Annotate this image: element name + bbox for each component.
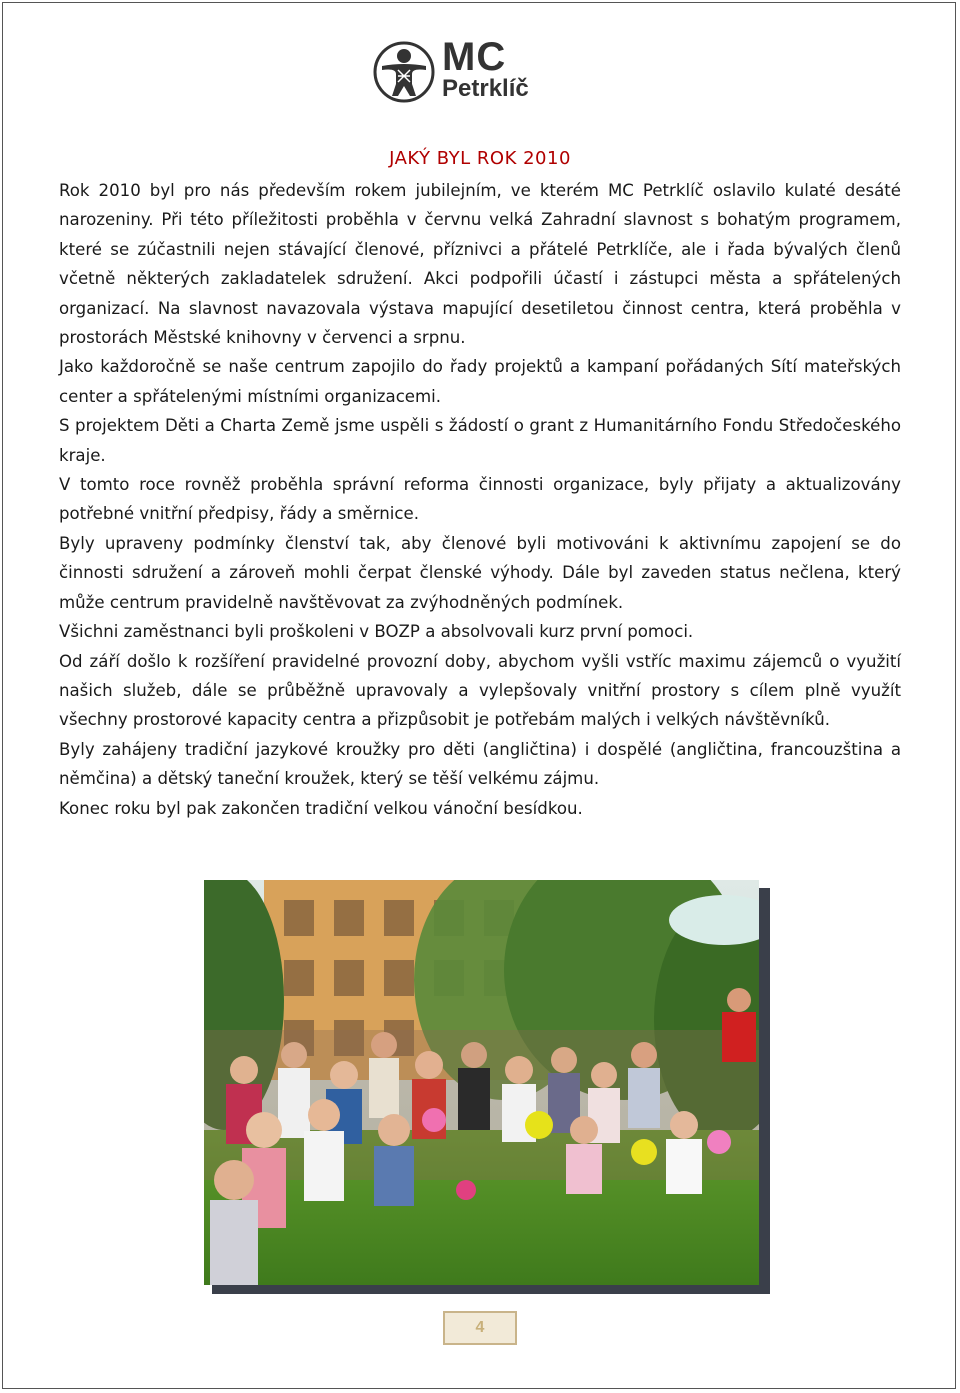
logo [372,36,562,108]
garden-party-photo [204,880,759,1285]
page-number: 4 [443,1311,517,1345]
body-text [59,176,901,823]
paragraph: Od září došlo k rozšíření pravidelné provozní doby, abychom vyšli vstříc maximu zájemců o využití našich služeb, dále se průběžně upravovaly a vylepšovaly vnitřní prostory s cílem plně využít všechny prostorové kapacity centra a přizpůsobit je potřebám malých i velkých návštěvníků. [59,651,901,730]
child-figure-logo-icon [372,40,436,104]
paragraph: S projektem Děti a Charta Země jsme uspěli s žádostí o grant z Humanitárního Fondu Středočeského kraje. [59,416,901,465]
paragraph: Jako každoročně se naše centrum zapojilo do řady projektů a kampaní pořádaných Sítí mateřských center a spřátelenými místními organizacemi. [59,357,901,406]
paragraph: Byly zahájeny tradiční jazykové kroužky pro děti (angličtina) i dospělé (angličtina, francouzština a němčina) a dětský taneční kroužek, který se těší velkému zájmu. [59,739,901,789]
logo-mc-text: MC [442,35,507,79]
logo-name-text: Petrklíč [442,75,529,102]
photo-illustration [204,880,759,1285]
page-title: JAKÝ BYL ROK 2010 [389,148,571,169]
paragraph: Všichni zaměstnanci byli proškoleni v BOZP a absolvovali kurz první pomoci. [59,622,694,642]
paragraph: Rok 2010 byl pro nás především rokem jubilejním, ve kterém MC Petrklíč oslavilo kulaté desáté narozeniny. Při této příležitosti proběhla v červnu velká Zahradní slavnost s bohatým programem, které se zúčastnili nejen stávající členové, příznivci a přátelé Petrklíče, ale i řada bývalých členů včetně některých zakladatelek sdružení. Akci podpořili účastí i zástupci města a spřátelených organizací. Na slavnost navazovala výstava mapující desetiletou činnost centra, která proběhla v prostorách Městské knihovny v červenci a srpnu. [59,181,901,348]
paragraph: Konec roku byl pak zakončen tradiční velkou vánoční besídkou. [59,798,583,818]
paragraph: V tomto roce rovněž proběhla správní reforma činnosti organizace, byly přijaty a aktualizovány potřebné vnitřní předpisy, řády a směrnice. [59,475,901,524]
paragraph: Byly upraveny podmínky členství tak, aby členové byli motivováni k aktivnímu zapojení se do činnosti sdružení a zároveň mohli čerpat členské výhody. Dále byl zaveden status nečlena, který může centrum pravidelně navštěvovat za zvýhodněných podmínek. [59,533,901,612]
